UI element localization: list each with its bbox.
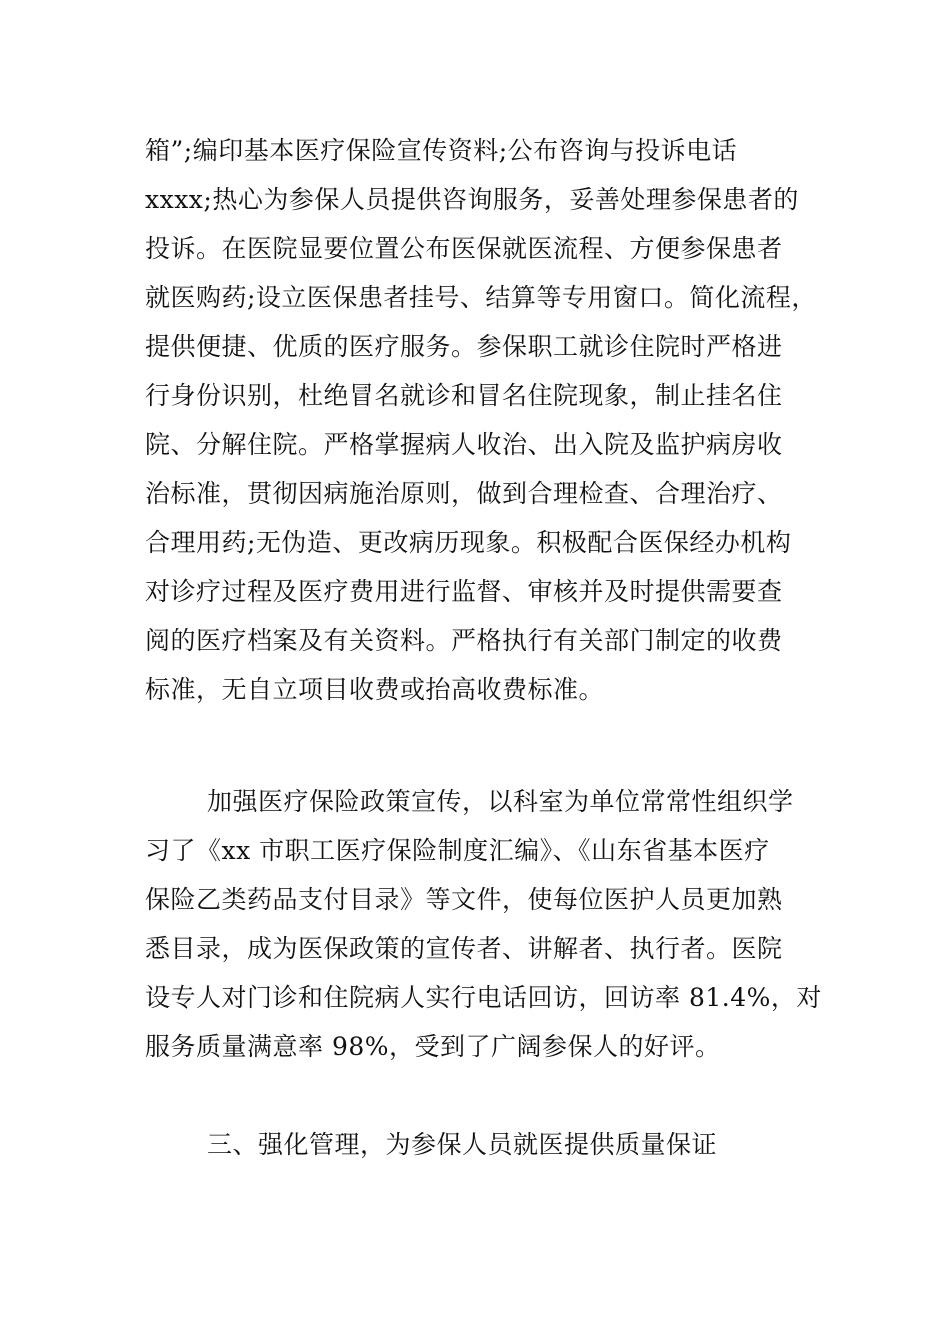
paragraph-line: 合理用药;无伪造、更改病历现象。积极配合医保经办机构 [145, 528, 792, 557]
paragraph-line: 院、分解住院。严格掌握病人收治、出入院及监护病房收 [145, 430, 783, 459]
paragraph-line: 对诊疗过程及医疗费用进行监督、审核并及时提供需要查 [145, 577, 783, 606]
paragraph-line: 提供便捷、优质的医疗服务。参保职工就诊住院时严格进 [145, 332, 783, 361]
paragraph-medical-service [145, 126, 815, 714]
paragraph-line: 服务质量满意率 98%，受到了广阔参保人的好评。 [145, 1032, 721, 1061]
paragraph-line: 悉目录，成为医保政策的宣传者、讲解者、执行者。医院 [145, 934, 783, 963]
paragraph-line: 阅的医疗档案及有关资料。严格执行有关部门制定的收费 [145, 626, 783, 655]
paragraph-line: 标准，无自立项目收费或抬高收费标准。 [145, 675, 605, 704]
paragraph-line: 就医购药;设立医保患者挂号、结算等专用窗口。简化流程， [145, 283, 817, 312]
paragraph-policy-publicity [145, 777, 822, 1071]
section-heading-3 [145, 1120, 815, 1169]
paragraph-line: 设专人对门诊和住院病人实行电话回访，回访率 81.4%，对 [145, 983, 822, 1012]
paragraph-line: 保险乙类药品支付目录》等文件，使每位医护人员更加熟 [145, 885, 783, 914]
section-heading-text: 三、强化管理，为参保人员就医提供质量保证 [207, 1130, 718, 1159]
paragraph-line: 箱”;编印基本医疗保险宣传资料;公布咨询与投诉电话 [145, 136, 738, 165]
paragraph-line: xxxx;热心为参保人员提供咨询服务，妥善处理参保患者的 [145, 185, 799, 214]
paragraph-line: 习了《xx 市职工医疗保险制度汇编》、《山东省基本医疗 [145, 836, 770, 865]
paragraph-line: 行身份识别，杜绝冒名就诊和冒名住院现象，制止挂名住 [145, 381, 783, 410]
paragraph-line: 投诉。在医院显要位置公布医保就医流程、方便参保患者 [145, 234, 783, 263]
paragraph-line: 治标准，贯彻因病施治原则，做到合理检查、合理治疗、 [145, 479, 783, 508]
paragraph-line: 加强医疗保险政策宣传，以科室为单位常常性组织学 [207, 787, 794, 816]
